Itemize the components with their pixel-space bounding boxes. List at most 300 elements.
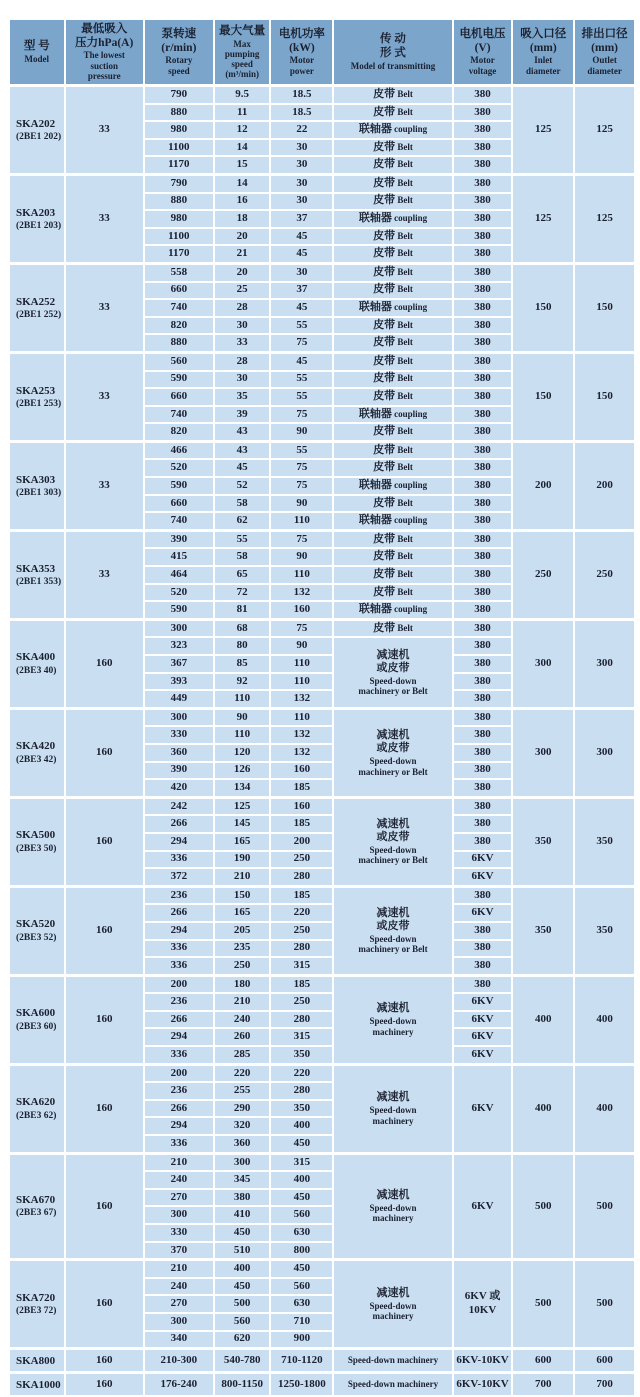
cell-text: 620: [233, 1332, 251, 1345]
cell-text: 160: [95, 1012, 113, 1025]
cell-text: (2BE1 303): [16, 487, 62, 498]
cell-text: SKA420: [16, 740, 56, 753]
cell-speed: [144, 1064, 214, 1082]
cell-text: 380: [233, 1190, 251, 1203]
cell-power: [270, 406, 333, 424]
cell-text: 160: [95, 656, 113, 669]
table-row: [9, 352, 635, 370]
cell-model: [9, 1064, 65, 1153]
cell-text: power: [289, 65, 314, 76]
header-inlet: [512, 19, 574, 86]
cell-text: 45: [296, 247, 308, 260]
cell-transmission: [333, 1373, 452, 1397]
cell-flow: [214, 121, 271, 139]
cell-text: 110: [293, 674, 310, 687]
cell-inlet: [512, 886, 574, 975]
header-power: [270, 19, 333, 86]
cell-text: 160: [95, 1297, 113, 1310]
cell-text: [334, 336, 451, 350]
cell-transmission: [333, 423, 452, 441]
cell-outlet: [574, 174, 635, 263]
table-row: [9, 1064, 635, 1082]
cell-power: [270, 1189, 333, 1207]
cell-text: (2BE1 203): [16, 220, 62, 231]
cell-text: pumping: [224, 48, 260, 59]
cell-transmission: [333, 548, 452, 566]
cell-voltage: [453, 1153, 513, 1260]
cell-text: 315: [293, 1030, 311, 1043]
table-row: [9, 263, 635, 281]
cell-text: 160: [95, 1353, 113, 1366]
cell-voltage: [453, 530, 513, 548]
cell-text: 185: [293, 977, 311, 990]
cell-text: 205: [233, 923, 251, 936]
cell-text: 380: [474, 799, 491, 812]
cell-speed: [144, 566, 214, 584]
cell-flow: [214, 530, 271, 548]
cell-transmission: [333, 210, 452, 228]
cjk-text: 皮带: [373, 87, 396, 100]
cell-text: (2BE3 52): [16, 932, 57, 943]
cell-text: 280: [293, 1012, 311, 1025]
cell-text: 90: [296, 425, 308, 438]
cell-model: [9, 352, 65, 441]
cell-pressure: [65, 263, 144, 352]
cell-text: 150: [233, 888, 251, 901]
cell-text: [334, 88, 451, 102]
cell-text: 160: [293, 763, 311, 776]
cell-text: 68: [236, 621, 248, 634]
cell-speed: [144, 334, 214, 352]
cell-text: [334, 550, 451, 564]
cell-text: 减速机: [376, 1091, 410, 1104]
cell-text: 380: [474, 621, 491, 634]
cell-voltage: [453, 228, 513, 246]
cell-power: [270, 566, 333, 584]
cell-power: [270, 371, 333, 389]
cell-transmission: [333, 530, 452, 548]
cell-flow: [214, 584, 271, 602]
cell-flow: [214, 1171, 271, 1189]
cell-text: speed: [231, 58, 253, 69]
cell-pressure: [65, 1373, 144, 1397]
cell-flow: [214, 1011, 271, 1029]
cell-voltage: [453, 1028, 513, 1046]
cell-transmission: [333, 245, 452, 263]
cell-text: 1100: [168, 140, 190, 153]
cell-flow: [214, 851, 271, 869]
cell-pressure: [65, 1260, 144, 1349]
cell-text: Model: [24, 53, 50, 64]
cell-text: 400: [596, 1012, 613, 1025]
cell-text: 72: [236, 585, 248, 598]
cell-text: 350: [596, 834, 613, 847]
cell-flow: [214, 655, 271, 673]
cell-voltage: [453, 86, 513, 104]
cjk-text: 皮带: [373, 567, 396, 580]
table-row: [9, 708, 635, 726]
cell-text: 132: [293, 692, 311, 705]
cell-text: SKA400: [16, 651, 56, 664]
cell-text: 165: [233, 834, 251, 847]
cell-text: 150: [596, 390, 613, 403]
cell-flow: [214, 993, 271, 1011]
cell-model: [9, 708, 65, 797]
cell-text: 240: [170, 1173, 188, 1186]
cell-power: [270, 352, 333, 370]
latin-text: Belt: [395, 533, 413, 544]
cell-speed: [144, 1373, 214, 1397]
cell-text: 380: [474, 336, 491, 349]
cell-text: 6KV-10KV: [456, 1353, 509, 1366]
cell-text: (2BE1 252): [16, 309, 62, 320]
cell-speed: [144, 655, 214, 673]
cell-inlet: [512, 1064, 574, 1153]
cell-text: [334, 514, 451, 528]
cell-power: [270, 1260, 333, 1278]
cell-text: 134: [233, 781, 251, 794]
cell-text: 980: [170, 212, 188, 225]
header-row: [9, 19, 635, 86]
cell-flow: [214, 815, 271, 833]
cell-text: [334, 372, 451, 386]
cell-text: 6KV: [471, 1030, 494, 1043]
cell-text: [334, 212, 451, 226]
cell-power: [270, 779, 333, 797]
cell-text: 450: [233, 1279, 251, 1292]
cell-text: machinery: [372, 1311, 414, 1322]
cell-text: 560: [293, 1208, 311, 1221]
cell-power: [270, 139, 333, 157]
cell-voltage: [453, 1064, 513, 1153]
latin-text: coupling: [391, 302, 428, 313]
cell-text: Inlet: [534, 55, 553, 66]
cell-text: 160: [95, 1377, 113, 1390]
cell-text: [334, 319, 451, 333]
cell-text: [334, 106, 451, 120]
cell-power: [270, 922, 333, 940]
cell-flow: [214, 779, 271, 797]
cell-text: 28: [236, 354, 248, 367]
latin-text: Belt: [395, 284, 413, 295]
cell-voltage: [453, 371, 513, 389]
cell-text: 90: [296, 550, 308, 563]
cell-text: 350: [293, 1047, 311, 1060]
cell-text: 220: [293, 906, 311, 919]
cell-text: 323: [170, 639, 188, 652]
cell-text: 150: [535, 301, 552, 314]
cell-power: [270, 1206, 333, 1224]
cell-text: 800-1150: [221, 1377, 263, 1390]
cell-power: [270, 815, 333, 833]
cell-text: 33: [236, 336, 248, 349]
cell-text: 294: [170, 1119, 188, 1132]
cell-speed: [144, 104, 214, 122]
cell-text: 型 号: [23, 40, 50, 53]
cell-speed: [144, 868, 214, 886]
cell-text: 400: [293, 1173, 311, 1186]
cell-text: 370: [170, 1243, 188, 1256]
cell-voltage: [453, 726, 513, 744]
cell-model: [9, 530, 65, 619]
cell-text: 12: [236, 123, 248, 136]
cell-text: 减速机: [376, 817, 410, 830]
cell-text: 210: [170, 1155, 188, 1168]
cell-text: 45: [296, 301, 308, 314]
cell-text: [334, 425, 451, 439]
latin-text: Belt: [395, 337, 413, 348]
cell-text: 210: [233, 870, 251, 883]
cell-speed: [144, 228, 214, 246]
cell-outlet: [574, 1153, 635, 1260]
cell-text: 236: [170, 995, 188, 1008]
cell-power: [270, 762, 333, 780]
header-speed: [144, 19, 214, 86]
cell-text: 380: [474, 710, 491, 723]
cell-flow: [214, 868, 271, 886]
cell-text: 30: [236, 318, 248, 331]
cell-voltage: [453, 156, 513, 174]
cell-text: 200: [596, 478, 613, 491]
cell-transmission: [333, 317, 452, 335]
cell-text: 466: [170, 443, 188, 456]
cell-transmission: [333, 406, 452, 424]
cell-text: (V): [474, 41, 491, 54]
cell-text: 590: [170, 372, 188, 385]
cell-power: [270, 1135, 333, 1153]
cell-speed: [144, 1260, 214, 1278]
cell-model: [9, 1349, 65, 1373]
cjk-text: 联轴器: [358, 478, 392, 491]
cell-text: [334, 622, 451, 636]
cell-text: 20: [236, 229, 248, 242]
cell-text: 336: [170, 852, 188, 865]
cell-text: Speed-down: [369, 1300, 417, 1311]
latin-text: Belt: [395, 248, 413, 259]
cell-text: 380: [474, 247, 491, 260]
cell-text: [334, 230, 451, 244]
cell-text: 980: [170, 123, 188, 136]
cell-text: 33: [98, 567, 110, 580]
cell-flow: [214, 1349, 271, 1373]
cell-model: [9, 975, 65, 1064]
cell-speed: [144, 156, 214, 174]
cell-text: 290: [233, 1101, 251, 1114]
cell-inlet: [512, 530, 574, 619]
cell-text: [334, 355, 451, 369]
cell-text: [334, 533, 451, 547]
cell-text: 235: [233, 941, 251, 954]
cell-speed: [144, 762, 214, 780]
cell-voltage: [453, 317, 513, 335]
latin-text: Belt: [395, 462, 413, 473]
cell-pressure: [65, 530, 144, 619]
cell-text: 6KV 或: [464, 1290, 501, 1303]
latin-text: Belt: [395, 497, 413, 508]
cell-speed: [144, 139, 214, 157]
cell-text: 9.5: [235, 87, 250, 100]
cell-flow: [214, 86, 271, 104]
cjk-text: 皮带: [373, 372, 396, 385]
cell-voltage: [453, 868, 513, 886]
cell-speed: [144, 601, 214, 619]
cell-text: 380: [474, 639, 491, 652]
cell-text: 350: [535, 923, 552, 936]
cell-flow: [214, 690, 271, 708]
cell-pressure: [65, 797, 144, 886]
cell-text: [334, 444, 451, 458]
cjk-text: 皮带: [373, 176, 396, 189]
cell-speed: [144, 993, 214, 1011]
table-row: [9, 797, 635, 815]
latin-text: Belt: [395, 319, 413, 330]
cell-voltage: [453, 851, 513, 869]
cell-text: 45: [296, 229, 308, 242]
cell-text: 14: [236, 176, 248, 189]
cell-text: 260: [233, 1030, 251, 1043]
cell-flow: [214, 797, 271, 815]
cell-text: 81: [236, 603, 248, 616]
cell-outlet: [574, 1373, 635, 1397]
cjk-text: 皮带: [373, 229, 396, 242]
cell-text: Speed-down machinery: [347, 1379, 439, 1390]
cell-text: 800: [293, 1243, 311, 1256]
cell-flow: [214, 156, 271, 174]
cell-text: 泵转速: [161, 28, 197, 41]
cell-model: [9, 1373, 65, 1397]
cell-voltage: [453, 886, 513, 904]
cell-speed: [144, 1206, 214, 1224]
cell-text: 176-240: [160, 1377, 198, 1390]
cell-text: 90: [296, 496, 308, 509]
cell-voltage: [453, 174, 513, 192]
cell-text: 500: [535, 1297, 552, 1310]
cell-text: 660: [170, 496, 188, 509]
latin-text: Belt: [395, 106, 413, 117]
cell-text: 210: [170, 1262, 188, 1275]
cell-voltage: [453, 121, 513, 139]
cell-voltage: [453, 619, 513, 637]
cell-text: 37: [296, 212, 308, 225]
cjk-text: 联轴器: [358, 301, 392, 314]
cell-transmission: [333, 352, 452, 370]
cell-outlet: [574, 263, 635, 352]
cell-text: 45: [236, 461, 248, 474]
cell-transmission: [333, 619, 452, 637]
cell-text: 266: [170, 1101, 188, 1114]
cell-flow: [214, 904, 271, 922]
latin-text: Belt: [395, 141, 413, 152]
cjk-text: 皮带: [373, 443, 396, 456]
cell-text: 125: [233, 799, 251, 812]
cell-text: 400: [233, 1262, 251, 1275]
cell-voltage: [453, 975, 513, 993]
cell-power: [270, 673, 333, 691]
cell-text: 250: [596, 567, 613, 580]
cell-power: [270, 797, 333, 815]
cell-text: 200: [170, 977, 188, 990]
cell-text: 315: [293, 1155, 311, 1168]
cell-voltage: [453, 406, 513, 424]
cell-text: 350: [535, 834, 552, 847]
cell-text: 390: [170, 532, 188, 545]
cell-text: 30: [296, 265, 308, 278]
cell-text: 55: [296, 390, 308, 403]
header-voltage: [453, 19, 513, 86]
cell-text: 250: [293, 995, 311, 1008]
cell-voltage: [453, 993, 513, 1011]
cell-text: 320: [233, 1119, 251, 1132]
cell-text: 350: [596, 923, 613, 936]
cell-text: 270: [170, 1297, 188, 1310]
cell-text: 393: [170, 674, 188, 687]
cjk-text: 皮带: [373, 550, 396, 563]
cell-speed: [144, 940, 214, 958]
cell-text: (2BE3 67): [16, 1208, 57, 1219]
cjk-text: 皮带: [373, 532, 396, 545]
cell-flow: [214, 922, 271, 940]
cell-text: 110: [234, 692, 251, 705]
cell-text: 110: [293, 656, 310, 669]
cell-text: 880: [170, 194, 188, 207]
latin-text: Belt: [395, 568, 413, 579]
cell-flow: [214, 228, 271, 246]
cell-text: 吸入口径: [520, 28, 567, 41]
cell-text: 90: [296, 639, 308, 652]
cell-text: 75: [296, 461, 308, 474]
cell-transmission: [333, 566, 452, 584]
cell-text: 380: [474, 834, 491, 847]
cell-text: SKA202: [16, 117, 56, 130]
cell-voltage: [453, 388, 513, 406]
cell-voltage: [453, 637, 513, 655]
cell-voltage: [453, 797, 513, 815]
cell-text: 280: [293, 1084, 311, 1097]
cell-voltage: [453, 282, 513, 300]
cell-text: 80: [236, 639, 248, 652]
cell-transmission: [333, 299, 452, 317]
cell-text: 380: [474, 407, 491, 420]
pump-spec-table: [8, 18, 636, 1397]
cell-pressure: [65, 1064, 144, 1153]
cell-text: machinery: [372, 1115, 414, 1126]
cell-text: 62: [236, 514, 248, 527]
cell-inlet: [512, 441, 574, 530]
cell-text: 600: [535, 1353, 552, 1366]
cell-text: 11: [236, 105, 248, 118]
cell-text: 6KV: [471, 870, 494, 883]
cell-power: [270, 637, 333, 655]
cell-power: [270, 1046, 333, 1064]
cjk-text: 联轴器: [358, 514, 392, 527]
cell-text: Speed-down: [369, 845, 417, 856]
cell-flow: [214, 139, 271, 157]
cell-power: [270, 726, 333, 744]
cell-speed: [144, 744, 214, 762]
cell-text: 380: [474, 514, 491, 527]
cell-inlet: [512, 352, 574, 441]
cell-text: 或皮带: [376, 831, 410, 844]
cell-speed: [144, 975, 214, 993]
cell-text: 630: [293, 1297, 311, 1310]
cjk-text: 皮带: [373, 425, 396, 438]
cjk-text: 皮带: [373, 621, 396, 634]
cell-flow: [214, 263, 271, 281]
cell-pressure: [65, 174, 144, 263]
cell-speed: [144, 619, 214, 637]
cell-power: [270, 833, 333, 851]
cell-speed: [144, 121, 214, 139]
